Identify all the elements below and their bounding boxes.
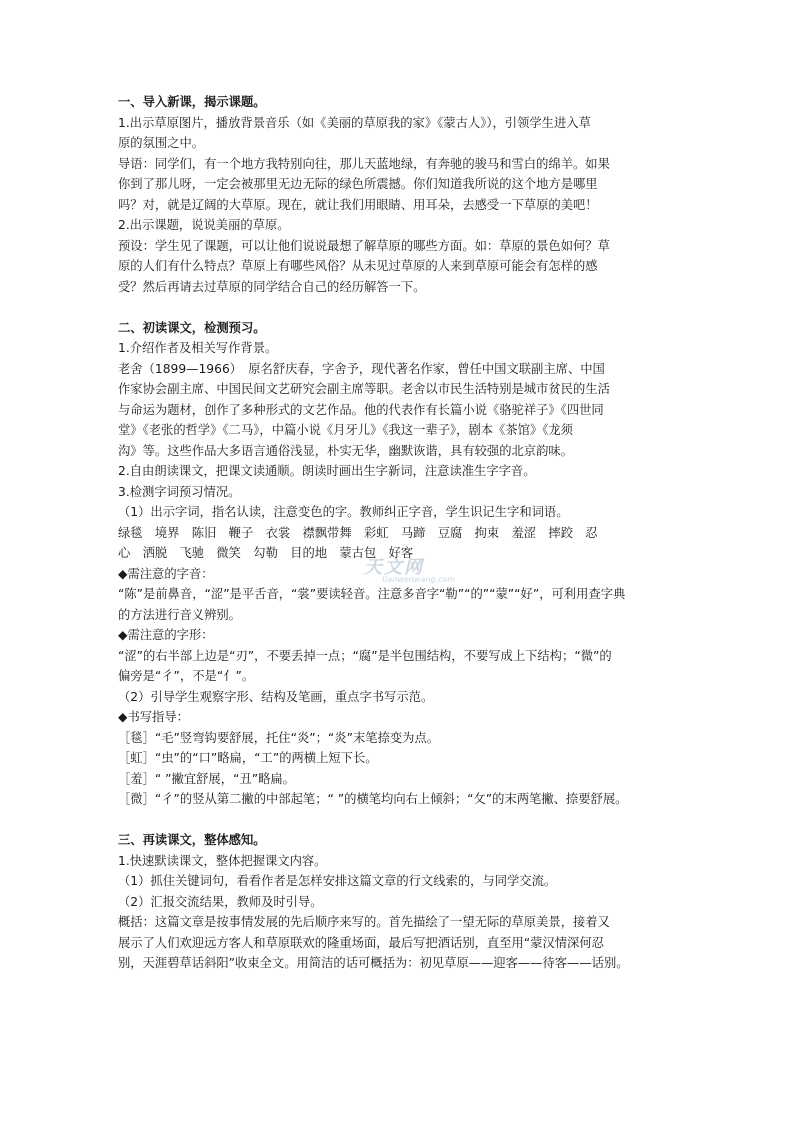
text-line: 预设：学生见了课题，可以让他们说说最想了解草原的哪些方面。如：草原的景色如何？草 <box>118 238 610 253</box>
text-line: 堂》《老张的哲学》《二马》，中篇小说《月牙儿》《我这一辈子》，剧本《茶馆》《龙须 <box>118 423 573 437</box>
text-line: 导语：同学们，有一个地方我特别向往，那儿天蓝地绿，有奔驰的骏马和雪白的绵羊。如果 <box>118 156 610 171</box>
text-line: “陈”是前鼻音，“涩”是平舌音，“裳”要读轻音。注意多音字“勒”“的”“蒙”“好”，可利用查字典 <box>118 587 626 601</box>
text-line: 与命运为题材，创作了多种形式的文艺作品。他的代表作有长篇小说《骆驼祥子》《四世同 <box>118 402 604 417</box>
paragraph-gap <box>118 297 686 318</box>
text-line: 吗？对，就是辽阔的大草原。现在，就让我们用眼睛、用耳朵，去感受一下草原的美吧！ <box>118 197 598 212</box>
text-line: ［虹］“虫”的“口”略扁，“工”的两横上短下长。 <box>118 751 378 765</box>
text-line: ◆需注意的字形： <box>118 628 214 642</box>
text-line: ［微］“彳”的竖从第二撇的中部起笔；“ ”的横笔均向右上倾斜；“攵”的末两笔撇、捺要舒展。 <box>118 792 628 806</box>
text-line: （1）出示字词，指名认读，注意变色的字。教师纠正字音，学生识记生字和词语。 <box>118 505 569 519</box>
text-line: 作家协会副主席、中国民间文艺研究会副主席等职。老舍以市民生活特别是城市贫民的生活 <box>118 382 610 396</box>
text-line: ◆书写指导： <box>118 710 189 724</box>
text-line: 绿毯 境界 陈旧 鞭子 衣裳 襟飘带舞 彩虹 马蹄 豆腐 拘束 羞涩 摔跤 忍 <box>118 525 598 540</box>
text-line: 心 洒脱 飞驰 微笑 勾勒 目的地 蒙古包 好客 <box>118 546 414 560</box>
text-line: 1.出示草原图片，播放背景音乐（如《美丽的草原我的家》《蒙古人》），引领学生进入草 <box>118 115 591 130</box>
text-line: （1）抓住关键词句，看看作者是怎样安排这篇文章的行文线索的，与同学交流。 <box>118 874 557 888</box>
text-line: ［毯］“毛”竖弯钩要舒展，托住“炎”；“炎”末笔捺变为点。 <box>118 730 440 745</box>
section-heading: 一、导入新课，揭示课题。 <box>118 95 266 109</box>
text-line: ［羞］“ ”撇宜舒展，“丑”略扁。 <box>118 771 295 786</box>
text-line: 沟》等。这些作品大多语言通俗浅显，朴实无华，幽默诙谐，具有较强的北京韵味。 <box>118 443 573 458</box>
text-line: 别，天涯碧草话斜阳”收束全文。用简洁的话可概括为：初见草原——迎客——待客——话别。 <box>118 956 629 970</box>
document-body <box>118 92 686 974</box>
text-line: ◆需注意的字音： <box>118 566 214 581</box>
text-line: 老舍（1899—1966） 原名舒庆春，字舍予，现代著名作家，曾任中国文联副主席、中国 <box>118 361 605 376</box>
watermark-logo-text: 天文网 <box>364 557 424 578</box>
text-line: 的方法进行音义辨别。 <box>118 607 241 622</box>
text-line: 原的氛围之中。 <box>118 136 205 150</box>
text-line: 你到了那儿呀，一定会被那里无边无际的绿色所震撼。你们知道我所说的这个地方是哪里 <box>118 177 598 191</box>
text-line: 概括：这篇文章是按事情发展的先后顺序来写的。首先描绘了一望无际的草原美景，接着又 <box>118 915 610 929</box>
text-line: 1.快速默读课文，整体把握课文内容。 <box>118 853 327 868</box>
watermark-logo <box>364 553 484 593</box>
text-line: “涩”的右半部上边是“刃”，不要丢掉一点；“腐”是半包围结构，不要写成上下结构；“微”的 <box>118 648 612 663</box>
text-line: 1.介绍作者及相关写作背景。 <box>118 341 278 355</box>
text-line: 2.出示课题，说说美丽的草原。 <box>118 218 290 232</box>
section-heading: 二、初读课文，检测预习。 <box>118 320 266 335</box>
text-line: （2）汇报交流结果，教师及时引导。 <box>118 894 323 909</box>
text-line: 偏旁是“彳”，不是“亻”。 <box>118 669 255 683</box>
text-line: 受？然后再请去过草原的同学结合自己的经历解答一下。 <box>118 279 426 294</box>
text-line: 2.自由朗读课文，把课文读通顺。朗读时画出生字新词，注意读准生字字音。 <box>118 464 536 478</box>
section-heading: 三、再读课文，整体感知。 <box>118 833 266 847</box>
text-line: 展示了人们欢迎远方客人和草原联欢的隆重场面，最后写把酒话别，直至用“蒙汉情深何忍 <box>118 935 604 950</box>
text-line: （2）引导学生观察字形、结构及笔画，重点字书写示范。 <box>118 689 434 704</box>
watermark-url-text: tianwenwang.com <box>382 575 456 584</box>
text-line: 3.检测字词预习情况。 <box>118 484 241 499</box>
paragraph-gap <box>118 810 686 831</box>
text-line: 原的人们有什么特点？草原上有哪些风俗？从未见过草原的人来到草原可能会有怎样的感 <box>118 259 598 273</box>
